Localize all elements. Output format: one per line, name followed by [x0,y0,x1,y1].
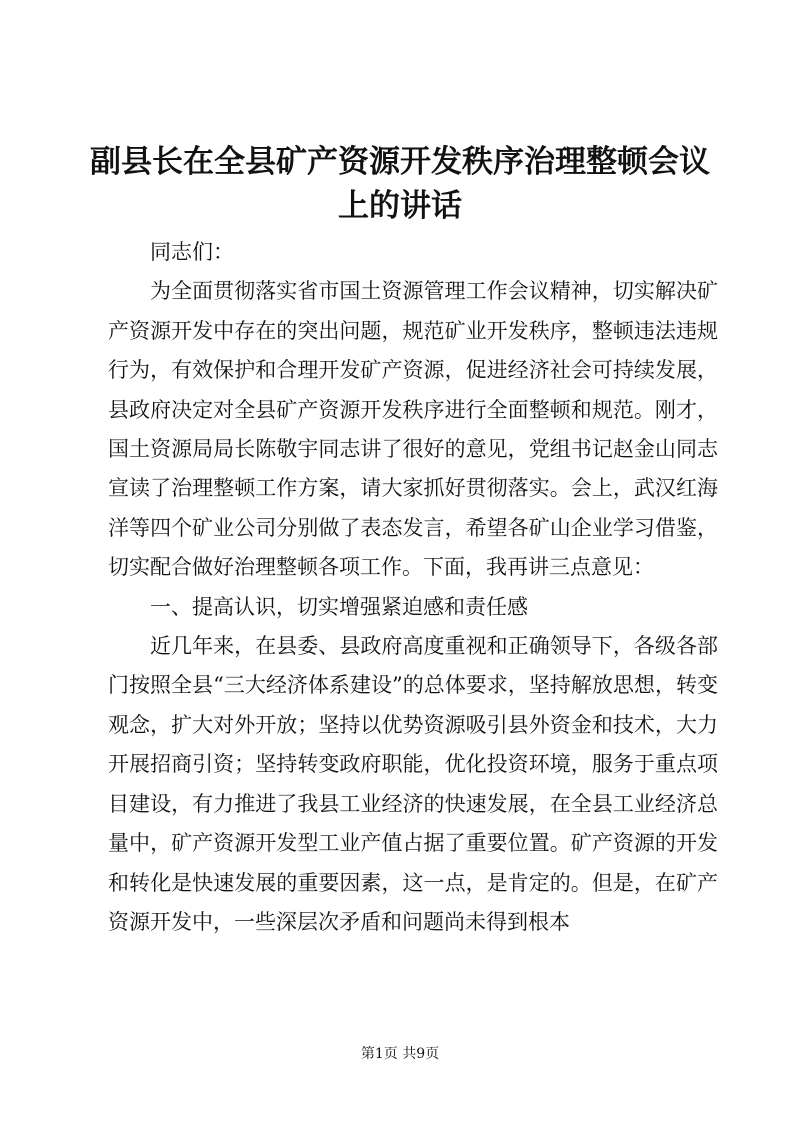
section-heading-1: 一、提高认识，切实增强紧迫感和责任感 [150,594,528,619]
salutation: 同志们： [150,240,234,264]
paragraph-section-1: 近几年来，在县委、县政府高度重视和正确领导下，各级各部门按照全县“三大经济体系建设”的总体要求，坚持解放思想，转变观念，扩大对外开放；坚持以优势资源吸引县外资金和技术，大力开展招商引资；坚持转变政府职能，优化投资环境，服务于重点项目建设，有力推进了我县工业经济的快速发展，在全县工业经济总量中，矿产资源开发型工业产值占据了重要位置。矿产资源的开发和转化是快速发展的重要因素，这一点，是肯定的。但是，在矿产资源开发中，一些深层次矛盾和问题尚未得到根本 [108,634,718,934]
paragraph-intro: 为全面贯彻落实省市国土资源管理工作会议精神，切实解决矿产资源开发中存在的突出问题，规范矿业开发秩序，整顿违法违规行为，有效保护和合理开发矿产资源，促进经济社会可持续发展，县政府决定对全县矿产资源开发秩序进行全面整顿和规范。刚才，国土资源局局长陈敬宇同志讲了很好的意见，党组书记赵金山同志宣读了治理整顿工作方案，请大家抓好贯彻落实。会上，武汉红海洋等四个矿业公司分别做了表态发言，希望各矿山企业学习借鉴，切实配合做好治理整顿各项工作。下面，我再讲三点意见： [108,279,718,580]
document-body [108,233,718,942]
page-footer: 第1页 共9页 [360,1046,440,1062]
document-title: 副县长在全县矿产资源开发秩序治理整顿会议上的讲话 [90,144,710,224]
